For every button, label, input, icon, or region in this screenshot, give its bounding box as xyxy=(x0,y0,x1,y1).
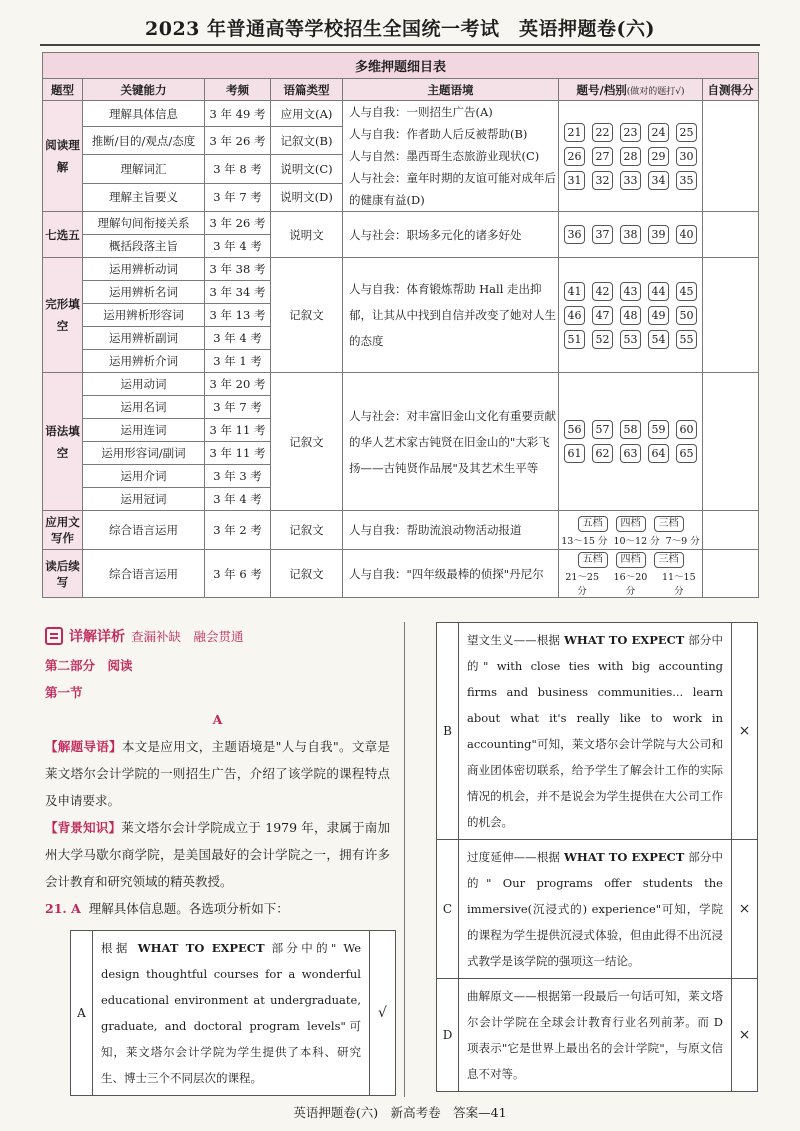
question-number[interactable]: 43 xyxy=(620,282,641,301)
section-cloze: 完形填空 xyxy=(43,258,83,373)
section-reading: 阅读理解 xyxy=(43,101,83,212)
level-range: 11～15 分 xyxy=(661,572,696,597)
option-mark: √ xyxy=(370,931,396,1096)
guide-label: 【解题导语】 xyxy=(45,739,122,754)
question-number[interactable]: 47 xyxy=(592,306,613,325)
option-key: C xyxy=(437,840,459,979)
freq-cell: 3 年 49 考 xyxy=(205,101,271,127)
option-a-table xyxy=(70,930,396,1096)
type-cell: 记叙文(B) xyxy=(271,127,343,155)
level-range: 13～15 分 xyxy=(561,535,608,547)
level-cell xyxy=(559,511,703,550)
ability-cell: 运用动词 xyxy=(83,373,205,396)
section-continuation: 读后续写 xyxy=(43,550,83,598)
ability-cell: 运用辨析动词 xyxy=(83,258,205,281)
type-cell: 说明文(C) xyxy=(271,155,343,183)
question-number[interactable]: 32 xyxy=(592,171,613,190)
level-badge[interactable]: 三档 xyxy=(654,552,684,568)
question-number[interactable]: 49 xyxy=(648,306,669,325)
option-key: B xyxy=(437,623,459,840)
question-number[interactable]: 65 xyxy=(676,444,697,463)
freq-cell: 3 年 8 考 xyxy=(205,155,271,183)
col-header: 考频 xyxy=(205,79,271,101)
option-text: 曲解原文——根据第一段最后一句话可知，莱文塔尔会计学院在全球会计教育行业名列前茅。而 D 项表示"它是世界上最出名的会计学院"，与原文信息不对等。 xyxy=(459,979,732,1092)
score-cell[interactable] xyxy=(703,258,759,373)
number-row xyxy=(561,444,700,463)
col-header: 题型 xyxy=(43,79,83,101)
type-cell: 记叙文 xyxy=(271,511,343,550)
score-cell[interactable] xyxy=(703,550,759,598)
section-seven: 七选五 xyxy=(43,212,83,258)
question-text: 理解具体信息题。各选项分析如下： xyxy=(88,901,289,916)
option-mark: × xyxy=(732,623,758,840)
analysis-heading xyxy=(45,626,244,646)
question-number[interactable]: 53 xyxy=(620,330,641,349)
question-number[interactable]: 42 xyxy=(592,282,613,301)
ability-cell: 理解句间衔接关系 xyxy=(83,212,205,235)
passage-label: A xyxy=(212,712,223,727)
section-heading: 第一节 xyxy=(45,685,83,700)
number-row xyxy=(561,330,700,349)
col-header: 题号/档别(做对的题打√) xyxy=(559,79,703,101)
background-label: 【背景知识】 xyxy=(45,820,122,835)
question-number-label: 21. A xyxy=(45,901,81,916)
type-cell: 说明文 xyxy=(271,212,343,258)
level-range: 7～9 分 xyxy=(665,535,700,547)
background-paragraph xyxy=(45,814,390,895)
question-number[interactable]: 23 xyxy=(620,123,641,142)
question-number[interactable]: 58 xyxy=(620,420,641,439)
page-footer: 英语押题卷(六) 新高考卷 答案—41 xyxy=(293,1105,507,1120)
ability-cell: 理解主旨要义 xyxy=(83,183,205,211)
question-number[interactable]: 33 xyxy=(620,171,641,190)
level-cell xyxy=(559,550,703,598)
col-header: 自测得分 xyxy=(703,79,759,101)
level-badge[interactable]: 五档 xyxy=(578,552,608,568)
page-title: 2023 年普通高等学校招生全国统一考试 英语押题卷(六) xyxy=(145,18,655,40)
guide-text: 本文是应用文，主题语境是"人与自我"。文章是莱文塔尔会计学院的一则招生广告，介绍了该学院的课程特点及申请要求。 xyxy=(45,739,390,808)
freq-cell: 3 年 26 考 xyxy=(205,212,271,235)
ability-cell: 运用名词 xyxy=(83,396,205,419)
ability-cell: 推断/目的/观点/态度 xyxy=(83,127,205,155)
question-number[interactable]: 60 xyxy=(676,420,697,439)
option-text: 根据 WHAT TO EXPECT 部分中的" We design thoughtful courses for a wonderful educational environment at undergraduate, graduate, and doctoral program levels"可知，莱文塔尔会计学院为学生提供了本科、研究生、博士三个不同层次的课程。 xyxy=(93,931,370,1096)
ability-cell: 运用辨析副词 xyxy=(83,327,205,350)
type-cell: 记叙文 xyxy=(271,550,343,598)
option-bcd-table xyxy=(436,622,758,1092)
freq-cell: 3 年 1 考 xyxy=(205,350,271,373)
question-number[interactable]: 26 xyxy=(564,147,585,166)
freq-cell: 3 年 7 考 xyxy=(205,396,271,419)
question-number[interactable]: 61 xyxy=(564,444,585,463)
question-number[interactable]: 38 xyxy=(620,225,641,244)
ability-cell: 运用冠词 xyxy=(83,488,205,511)
number-row xyxy=(561,420,700,439)
part-heading: 第二部分 阅读 xyxy=(45,658,133,673)
score-cell[interactable] xyxy=(703,101,759,212)
question-number[interactable]: 22 xyxy=(592,123,613,142)
question-line xyxy=(45,895,390,922)
freq-cell: 3 年 11 考 xyxy=(205,419,271,442)
freq-cell: 3 年 2 考 xyxy=(205,511,271,550)
question-number[interactable]: 31 xyxy=(564,171,585,190)
score-cell[interactable] xyxy=(703,511,759,550)
background-text: 莱文塔尔会计学院成立于 1979 年，隶属于南加州大学马歇尔商学院，是美国最好的会计学院之一，拥有许多会计教育和研究领域的精英教授。 xyxy=(45,820,390,889)
theme-cell: 人与自我："四年级最棒的侦探"丹尼尔 xyxy=(343,550,559,598)
section-grammar: 语法填空 xyxy=(43,373,83,511)
freq-cell: 3 年 20 考 xyxy=(205,373,271,396)
freq-cell: 3 年 4 考 xyxy=(205,327,271,350)
ability-cell: 运用辨析名词 xyxy=(83,281,205,304)
question-number[interactable]: 41 xyxy=(564,282,585,301)
freq-cell: 3 年 3 考 xyxy=(205,465,271,488)
ability-cell: 运用介词 xyxy=(83,465,205,488)
analysis-subtitle: 查漏补缺 融会贯通 xyxy=(131,629,244,644)
col-header: 语篇类型 xyxy=(271,79,343,101)
type-cell: 应用文(A) xyxy=(271,101,343,127)
type-cell: 记叙文 xyxy=(271,258,343,373)
question-number[interactable]: 51 xyxy=(564,330,585,349)
freq-cell: 3 年 34 考 xyxy=(205,281,271,304)
question-number[interactable]: 54 xyxy=(648,330,669,349)
section-writing: 应用文写作 xyxy=(43,511,83,550)
ability-cell: 运用辨析形容词 xyxy=(83,304,205,327)
level-range: 16～20 分 xyxy=(613,572,648,597)
option-mark: × xyxy=(732,840,758,979)
question-number[interactable]: 57 xyxy=(592,420,613,439)
level-range: 21～25 分 xyxy=(565,572,599,597)
ability-cell: 理解词汇 xyxy=(83,155,205,183)
freq-cell: 3 年 4 考 xyxy=(205,488,271,511)
type-cell: 说明文(D) xyxy=(271,183,343,211)
question-number[interactable]: 62 xyxy=(592,444,613,463)
question-number[interactable]: 30 xyxy=(676,147,697,166)
number-cell xyxy=(559,212,703,258)
question-number[interactable]: 55 xyxy=(676,330,697,349)
option-key: A xyxy=(71,931,93,1096)
ability-cell: 运用连词 xyxy=(83,419,205,442)
question-number[interactable]: 24 xyxy=(648,123,669,142)
option-text: 望文生义——根据 WHAT TO EXPECT 部分中的" with close ties with big accounting firms and business communities... learn about what it's really like to work in accounting"可知，莱文塔尔会计学院与大公司和商业团体密切联系，给予学生了解会计工作的实际情况的机会，并不是说会为学生提供在大公司工作的机会。 xyxy=(459,623,732,840)
left-column xyxy=(45,652,390,922)
col-header: 关键能力 xyxy=(83,79,205,101)
number-row xyxy=(561,282,700,301)
number-row xyxy=(561,171,700,190)
level-range: 10～12 分 xyxy=(613,535,660,547)
question-number[interactable]: 48 xyxy=(620,306,641,325)
question-number[interactable]: 29 xyxy=(648,147,669,166)
number-row xyxy=(561,123,700,142)
score-cell[interactable] xyxy=(703,212,759,258)
level-badge[interactable]: 五档 xyxy=(578,516,608,532)
freq-cell: 3 年 4 考 xyxy=(205,235,271,258)
freq-cell: 3 年 6 考 xyxy=(205,550,271,598)
freq-cell: 3 年 7 考 xyxy=(205,183,271,211)
question-number[interactable]: 64 xyxy=(648,444,669,463)
number-row xyxy=(561,225,700,244)
number-cell xyxy=(559,258,703,373)
question-number[interactable]: 21 xyxy=(564,123,585,142)
theme-cell: 人与社会：对丰富旧金山文化有重要贡献的华人艺术家古钝贤在旧金山的"大彩飞扬——古钝贤作品展"及其艺术生平等 xyxy=(343,373,559,511)
question-number[interactable]: 34 xyxy=(648,171,669,190)
question-number[interactable]: 63 xyxy=(620,444,641,463)
theme-cell: 人与自我：体育锻炼帮助 Hall 走出抑郁，让其从中找到自信并改变了她对人生的态度 xyxy=(343,258,559,373)
option-key: D xyxy=(437,979,459,1092)
type-cell: 记叙文 xyxy=(271,373,343,511)
question-number[interactable]: 46 xyxy=(564,306,585,325)
question-number[interactable]: 27 xyxy=(592,147,613,166)
number-row xyxy=(561,147,700,166)
note-icon xyxy=(45,627,63,645)
freq-cell: 3 年 26 考 xyxy=(205,127,271,155)
option-text: 过度延伸——根据 WHAT TO EXPECT 部分中的" Our programs offer students the immersive(沉浸式的) experience"可知，学院的课程为学生提供沉浸式体验，但由此得不出沉浸式教学是该学院的强项这一结论。 xyxy=(459,840,732,979)
number-cell xyxy=(559,373,703,511)
guide-paragraph xyxy=(45,733,390,814)
analysis-title: 详解详析 xyxy=(69,629,125,645)
question-number[interactable]: 45 xyxy=(676,282,697,301)
question-number[interactable]: 25 xyxy=(676,123,697,142)
ability-cell: 概括段落主旨 xyxy=(83,235,205,258)
theme-cell: 人与自我：一则招生广告(A) 人与自我：作者助人后反被帮助(B) 人与自然：墨西哥生态旅游业现状(C) 人与社会：童年时期的友谊可能对成年后的健康有益(D) xyxy=(343,101,559,212)
theme-cell: 人与社会：职场多元化的诸多好处 xyxy=(343,212,559,258)
ability-cell: 理解具体信息 xyxy=(83,101,205,127)
title-rule xyxy=(40,44,760,46)
ability-cell: 运用辨析介词 xyxy=(83,350,205,373)
level-badge[interactable]: 四档 xyxy=(616,552,646,568)
freq-cell: 3 年 38 考 xyxy=(205,258,271,281)
score-cell[interactable] xyxy=(703,373,759,511)
freq-cell: 3 年 13 考 xyxy=(205,304,271,327)
column-divider xyxy=(404,622,405,1097)
question-number[interactable]: 52 xyxy=(592,330,613,349)
freq-cell: 3 年 11 考 xyxy=(205,442,271,465)
question-number[interactable]: 28 xyxy=(620,147,641,166)
option-mark: × xyxy=(732,979,758,1092)
theme-cell: 人与自我：帮助流浪动物活动报道 xyxy=(343,511,559,550)
number-row xyxy=(561,306,700,325)
col-header: 主题语境 xyxy=(343,79,559,101)
ability-cell: 运用形容词/副词 xyxy=(83,442,205,465)
ability-cell: 综合语言运用 xyxy=(83,511,205,550)
question-number[interactable]: 39 xyxy=(648,225,669,244)
question-number[interactable]: 40 xyxy=(676,225,697,244)
question-number[interactable]: 35 xyxy=(676,171,697,190)
question-number[interactable]: 50 xyxy=(676,306,697,325)
number-cell xyxy=(559,101,703,212)
question-number[interactable]: 56 xyxy=(564,420,585,439)
table-caption: 多维押题细目表 xyxy=(43,53,759,79)
question-number[interactable]: 36 xyxy=(564,225,585,244)
question-number[interactable]: 37 xyxy=(592,225,613,244)
level-badge[interactable]: 三档 xyxy=(654,516,684,532)
question-number[interactable]: 44 xyxy=(648,282,669,301)
overview-table xyxy=(42,52,759,598)
question-number[interactable]: 59 xyxy=(648,420,669,439)
ability-cell: 综合语言运用 xyxy=(83,550,205,598)
level-badge[interactable]: 四档 xyxy=(616,516,646,532)
